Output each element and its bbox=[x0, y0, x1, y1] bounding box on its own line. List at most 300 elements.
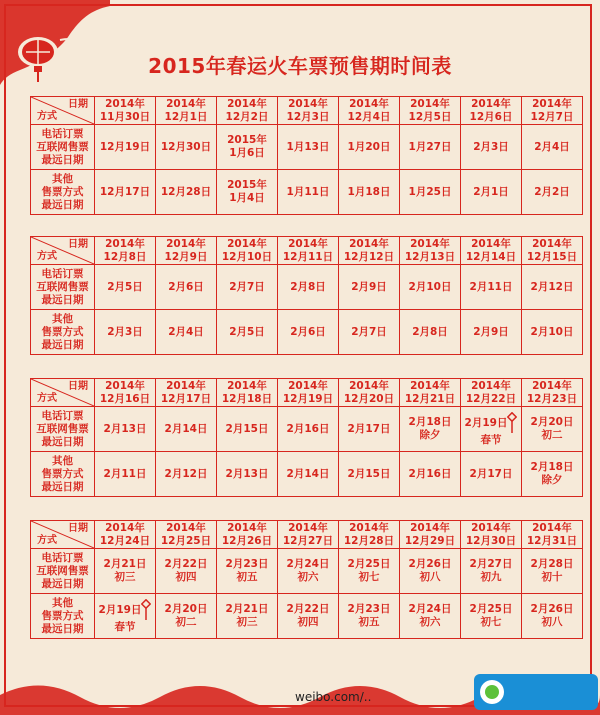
date-line: 12月20日 bbox=[343, 392, 395, 405]
latest-date: 2月22日 bbox=[164, 558, 208, 570]
latest-date: 2月2日 bbox=[534, 185, 570, 198]
page-title: 2015年春运火车票预售期时间表 bbox=[148, 54, 452, 78]
latest-date: 2月24日 bbox=[286, 558, 330, 570]
latest-date-cell bbox=[339, 170, 400, 215]
date-line: 2014年 bbox=[105, 237, 145, 250]
date-line: 12月9日 bbox=[164, 250, 208, 263]
date-line: 2014年 bbox=[471, 521, 511, 534]
date-line: 2014年 bbox=[227, 379, 267, 392]
site-logo bbox=[474, 668, 598, 712]
date-header-cell bbox=[95, 237, 156, 265]
latest-date: 2月13日 bbox=[103, 422, 147, 435]
date-line: 12月17日 bbox=[160, 392, 212, 405]
latest-date-cell bbox=[522, 170, 583, 215]
latest-date: 2月5日 bbox=[107, 280, 143, 293]
date-header-cell bbox=[522, 521, 583, 549]
latest-date-cell bbox=[400, 407, 461, 452]
latest-date-cell bbox=[156, 125, 217, 170]
latest-date: 2月21日 bbox=[103, 558, 147, 570]
latest-date-cell bbox=[461, 310, 522, 355]
date-line: 2014年 bbox=[532, 379, 572, 392]
latest-date: 2月25日 bbox=[347, 558, 391, 570]
date-header-cell bbox=[217, 521, 278, 549]
latest-date: 2015年 bbox=[227, 134, 267, 146]
date-line: 12月25日 bbox=[160, 534, 212, 547]
latest-date-cell bbox=[522, 310, 583, 355]
date-line: 2014年 bbox=[166, 521, 206, 534]
latest-date-cell bbox=[95, 265, 156, 310]
latest-date-cell bbox=[339, 407, 400, 452]
date-line: 2014年 bbox=[471, 97, 511, 110]
latest-date-cell bbox=[400, 170, 461, 215]
latest-date-cell bbox=[522, 265, 583, 310]
date-header-cell bbox=[522, 237, 583, 265]
latest-date: 1月27日 bbox=[408, 140, 452, 153]
corner-header-cell bbox=[31, 521, 95, 549]
latest-date-cell bbox=[217, 594, 278, 639]
date-header-cell bbox=[400, 237, 461, 265]
latest-date-cell bbox=[156, 452, 217, 497]
latest-date: 2月28日 bbox=[530, 558, 574, 570]
lunar-date-label: 初六 bbox=[297, 571, 319, 583]
date-line: 2014年 bbox=[349, 521, 389, 534]
latest-date: 2月25日 bbox=[469, 603, 513, 615]
date-line: 2014年 bbox=[471, 379, 511, 392]
latest-date: 2月4日 bbox=[168, 325, 204, 338]
date-header-cell bbox=[400, 97, 461, 125]
date-header-cell bbox=[278, 521, 339, 549]
date-line: 2014年 bbox=[532, 521, 572, 534]
date-header-cell bbox=[522, 97, 583, 125]
date-header-cell bbox=[278, 97, 339, 125]
date-line: 2014年 bbox=[349, 379, 389, 392]
latest-date: 2月8日 bbox=[412, 325, 448, 338]
corner-label-method: 方式 bbox=[37, 111, 57, 122]
date-header-cell bbox=[400, 379, 461, 407]
corner-label-method: 方式 bbox=[37, 393, 57, 404]
date-header-cell bbox=[461, 97, 522, 125]
row-label-phone bbox=[31, 549, 95, 594]
latest-date-cell bbox=[522, 452, 583, 497]
latest-date: 2015年 bbox=[227, 179, 267, 191]
date-line: 12月22日 bbox=[465, 392, 517, 405]
latest-date: 2月3日 bbox=[107, 325, 143, 338]
date-header-cell bbox=[278, 237, 339, 265]
date-line: 2014年 bbox=[166, 379, 206, 392]
latest-date-cell bbox=[217, 310, 278, 355]
lunar-date-label: 初三 bbox=[114, 571, 136, 583]
date-line: 12月18日 bbox=[221, 392, 273, 405]
corner-label-method: 方式 bbox=[37, 251, 57, 262]
date-line: 2014年 bbox=[105, 97, 145, 110]
row-label-line: 最远日期 bbox=[41, 153, 84, 166]
date-line: 12月13日 bbox=[404, 250, 456, 263]
date-line: 12月6日 bbox=[469, 110, 513, 123]
corner-label-date: 日期 bbox=[68, 99, 88, 110]
latest-date: 2月6日 bbox=[168, 280, 204, 293]
date-line: 2014年 bbox=[471, 237, 511, 250]
latest-date: 2月16日 bbox=[408, 467, 452, 480]
date-line: 2014年 bbox=[410, 97, 450, 110]
latest-date-cell bbox=[339, 310, 400, 355]
corner-label-date: 日期 bbox=[68, 523, 88, 534]
latest-date: 12月19日 bbox=[99, 140, 151, 153]
latest-date-cell bbox=[461, 170, 522, 215]
latest-date: 2月14日 bbox=[286, 467, 330, 480]
lunar-date-label: 初四 bbox=[297, 616, 319, 628]
date-header-cell bbox=[95, 521, 156, 549]
latest-date-cell bbox=[156, 265, 217, 310]
schedule-table-1 bbox=[30, 96, 583, 215]
latest-date-cell bbox=[278, 310, 339, 355]
date-line: 2014年 bbox=[288, 237, 328, 250]
row-label-line: 最远日期 bbox=[41, 622, 84, 635]
date-line: 12月27日 bbox=[282, 534, 334, 547]
date-line: 12月19日 bbox=[282, 392, 334, 405]
latest-date-cell bbox=[461, 549, 522, 594]
latest-date: 2月15日 bbox=[225, 422, 269, 435]
latest-date: 2月7日 bbox=[229, 280, 265, 293]
latest-date-cell bbox=[278, 170, 339, 215]
latest-date: 2月23日 bbox=[347, 603, 391, 615]
latest-date-cell bbox=[217, 549, 278, 594]
spring-festival-date-wrap bbox=[95, 599, 155, 621]
latest-date: 2月6日 bbox=[290, 325, 326, 338]
spring-festival-date-wrap bbox=[461, 412, 521, 434]
corner-header-cell bbox=[31, 237, 95, 265]
latest-date: 1月25日 bbox=[408, 185, 452, 198]
lunar-date-label: 1月6日 bbox=[229, 147, 265, 159]
latest-date: 2月12日 bbox=[530, 280, 574, 293]
latest-date-cell bbox=[400, 265, 461, 310]
corner-header-cell bbox=[31, 379, 95, 407]
row-label-phone bbox=[31, 407, 95, 452]
lunar-date-label: 春节 bbox=[114, 620, 136, 633]
lunar-date-label: 除夕 bbox=[541, 474, 563, 486]
latest-date: 2月7日 bbox=[351, 325, 387, 338]
latest-date-cell bbox=[400, 310, 461, 355]
latest-date-cell bbox=[339, 265, 400, 310]
date-line: 12月10日 bbox=[221, 250, 273, 263]
latest-date: 2月27日 bbox=[469, 558, 513, 570]
date-line: 12月28日 bbox=[343, 534, 395, 547]
row-label-line: 最远日期 bbox=[41, 435, 84, 448]
row-label-line: 互联网售票 bbox=[36, 280, 89, 293]
row-label-line: 互联网售票 bbox=[36, 422, 89, 435]
date-header-cell bbox=[217, 379, 278, 407]
lunar-date-label: 初四 bbox=[175, 571, 197, 583]
chinese-knot-icon bbox=[141, 599, 151, 621]
date-line: 12月21日 bbox=[404, 392, 456, 405]
latest-date: 2月12日 bbox=[164, 467, 208, 480]
latest-date: 2月20日 bbox=[164, 603, 208, 615]
weibo-watermark: weibo.com/.. bbox=[295, 690, 372, 704]
latest-date: 2月17日 bbox=[469, 467, 513, 480]
latest-date: 2月9日 bbox=[351, 280, 387, 293]
latest-date: 12月17日 bbox=[99, 185, 151, 198]
date-line: 2014年 bbox=[410, 379, 450, 392]
date-line: 12月29日 bbox=[404, 534, 456, 547]
date-header-cell bbox=[278, 379, 339, 407]
row-label-line: 售票方式 bbox=[41, 609, 84, 622]
date-line: 2014年 bbox=[166, 97, 206, 110]
latest-date: 2月14日 bbox=[164, 422, 208, 435]
latest-date: 2月22日 bbox=[286, 603, 330, 615]
latest-date: 2月8日 bbox=[290, 280, 326, 293]
lunar-date-label: 初八 bbox=[541, 616, 563, 628]
latest-date-cell bbox=[461, 452, 522, 497]
latest-date: 2月20日 bbox=[530, 416, 574, 428]
row-label-line: 互联网售票 bbox=[36, 140, 89, 153]
date-line: 12月24日 bbox=[99, 534, 151, 547]
latest-date: 12月30日 bbox=[160, 140, 212, 153]
latest-date-cell bbox=[217, 265, 278, 310]
date-line: 2014年 bbox=[532, 97, 572, 110]
latest-date-cell bbox=[95, 170, 156, 215]
latest-date-cell bbox=[217, 452, 278, 497]
date-header-cell bbox=[339, 379, 400, 407]
row-label-other bbox=[31, 594, 95, 639]
date-header-cell bbox=[339, 237, 400, 265]
row-label-line: 其他 bbox=[52, 454, 73, 467]
latest-date-cell bbox=[339, 549, 400, 594]
latest-date: 2月5日 bbox=[229, 325, 265, 338]
latest-date-cell bbox=[217, 170, 278, 215]
date-line: 12月16日 bbox=[99, 392, 151, 405]
date-line: 12月14日 bbox=[465, 250, 517, 263]
date-line: 2014年 bbox=[349, 237, 389, 250]
latest-date: 2月10日 bbox=[530, 325, 574, 338]
row-label-other bbox=[31, 452, 95, 497]
latest-date-cell bbox=[95, 452, 156, 497]
date-line: 2014年 bbox=[166, 237, 206, 250]
date-header-cell bbox=[156, 237, 217, 265]
corner-header-cell bbox=[31, 97, 95, 125]
latest-date: 2月4日 bbox=[534, 140, 570, 153]
lunar-date-label: 初五 bbox=[358, 616, 380, 628]
row-label-other bbox=[31, 170, 95, 215]
lunar-date-label: 初七 bbox=[480, 616, 502, 628]
date-line: 2014年 bbox=[532, 237, 572, 250]
latest-date: 2月21日 bbox=[225, 603, 269, 615]
latest-date-cell bbox=[339, 125, 400, 170]
date-line: 2014年 bbox=[227, 97, 267, 110]
latest-date-cell bbox=[156, 310, 217, 355]
row-label-other bbox=[31, 310, 95, 355]
latest-date-cell bbox=[278, 125, 339, 170]
date-line: 12月31日 bbox=[526, 534, 578, 547]
date-line: 12月2日 bbox=[225, 110, 269, 123]
latest-date-cell bbox=[461, 407, 522, 452]
latest-date-cell bbox=[95, 125, 156, 170]
row-label-line: 最远日期 bbox=[41, 480, 84, 493]
latest-date: 2月10日 bbox=[408, 280, 452, 293]
latest-date: 2月18日 bbox=[530, 461, 574, 473]
corner-label-date: 日期 bbox=[68, 239, 88, 250]
row-label-line: 售票方式 bbox=[41, 467, 84, 480]
latest-date-cell bbox=[95, 407, 156, 452]
lunar-date-label: 初二 bbox=[175, 616, 197, 628]
latest-date-cell bbox=[278, 265, 339, 310]
date-line: 2014年 bbox=[410, 237, 450, 250]
date-line: 11月30日 bbox=[99, 110, 151, 123]
row-label-line: 最远日期 bbox=[41, 293, 84, 306]
row-label-line: 最远日期 bbox=[41, 198, 84, 211]
latest-date: 2月1日 bbox=[473, 185, 509, 198]
latest-date: 1月18日 bbox=[347, 185, 391, 198]
row-label-line: 最远日期 bbox=[41, 338, 84, 351]
latest-date-cell bbox=[400, 125, 461, 170]
date-line: 12月23日 bbox=[526, 392, 578, 405]
date-line: 2014年 bbox=[288, 97, 328, 110]
latest-date: 2月26日 bbox=[530, 603, 574, 615]
date-line: 12月5日 bbox=[408, 110, 452, 123]
latest-date-cell bbox=[339, 594, 400, 639]
date-line: 2014年 bbox=[227, 521, 267, 534]
latest-date-cell bbox=[95, 549, 156, 594]
row-label-line: 售票方式 bbox=[41, 325, 84, 338]
latest-date: 1月11日 bbox=[286, 185, 330, 198]
date-line: 2014年 bbox=[349, 97, 389, 110]
row-label-line: 其他 bbox=[52, 596, 73, 609]
date-line: 12月7日 bbox=[530, 110, 574, 123]
latest-date: 2月16日 bbox=[286, 422, 330, 435]
date-line: 12月1日 bbox=[164, 110, 208, 123]
latest-date: 1月20日 bbox=[347, 140, 391, 153]
row-label-line: 其他 bbox=[52, 172, 73, 185]
schedule-table-2 bbox=[30, 236, 583, 355]
date-header-cell bbox=[522, 379, 583, 407]
latest-date: 2月11日 bbox=[103, 467, 147, 480]
date-header-cell bbox=[461, 379, 522, 407]
latest-date: 2月17日 bbox=[347, 422, 391, 435]
date-header-cell bbox=[461, 521, 522, 549]
latest-date: 2月19日 bbox=[98, 603, 142, 616]
latest-date: 2月15日 bbox=[347, 467, 391, 480]
latest-date-cell bbox=[156, 407, 217, 452]
date-line: 12月15日 bbox=[526, 250, 578, 263]
latest-date: 2月24日 bbox=[408, 603, 452, 615]
latest-date-cell bbox=[278, 452, 339, 497]
latest-date-cell bbox=[400, 594, 461, 639]
corner-label-method: 方式 bbox=[37, 535, 57, 546]
row-label-line: 电话订票 bbox=[41, 127, 84, 140]
schedule-table-4 bbox=[30, 520, 583, 639]
row-label-line: 电话订票 bbox=[41, 409, 84, 422]
lunar-date-label: 初三 bbox=[236, 616, 258, 628]
row-label-line: 售票方式 bbox=[41, 185, 84, 198]
latest-date: 2月13日 bbox=[225, 467, 269, 480]
latest-date-cell bbox=[461, 265, 522, 310]
chinese-knot-icon bbox=[507, 412, 517, 434]
date-header-cell bbox=[217, 97, 278, 125]
latest-date-cell bbox=[522, 594, 583, 639]
latest-date-cell bbox=[522, 407, 583, 452]
latest-date-cell bbox=[217, 125, 278, 170]
latest-date: 2月11日 bbox=[469, 280, 513, 293]
date-line: 2014年 bbox=[105, 521, 145, 534]
latest-date-cell bbox=[461, 125, 522, 170]
lunar-date-label: 初五 bbox=[236, 571, 258, 583]
corner-label-date: 日期 bbox=[68, 381, 88, 392]
latest-date-cell bbox=[400, 549, 461, 594]
date-header-cell bbox=[461, 237, 522, 265]
date-header-cell bbox=[95, 97, 156, 125]
date-line: 12月26日 bbox=[221, 534, 273, 547]
latest-date-cell bbox=[217, 407, 278, 452]
date-line: 2014年 bbox=[410, 521, 450, 534]
date-line: 2014年 bbox=[288, 379, 328, 392]
latest-date: 1月13日 bbox=[286, 140, 330, 153]
latest-date: 2月23日 bbox=[225, 558, 269, 570]
lunar-date-label: 春节 bbox=[480, 433, 502, 446]
lunar-date-label: 初九 bbox=[480, 571, 502, 583]
latest-date-cell bbox=[400, 452, 461, 497]
date-header-cell bbox=[156, 97, 217, 125]
latest-date-cell bbox=[461, 594, 522, 639]
latest-date-cell bbox=[156, 549, 217, 594]
latest-date: 12月28日 bbox=[160, 185, 212, 198]
latest-date: 2月3日 bbox=[473, 140, 509, 153]
date-line: 12月12日 bbox=[343, 250, 395, 263]
latest-date-cell bbox=[95, 594, 156, 639]
row-label-line: 电话订票 bbox=[41, 267, 84, 280]
latest-date: 2月9日 bbox=[473, 325, 509, 338]
latest-date-cell bbox=[278, 594, 339, 639]
latest-date-cell bbox=[522, 125, 583, 170]
date-header-cell bbox=[339, 97, 400, 125]
latest-date: 2月26日 bbox=[408, 558, 452, 570]
latest-date: 2月18日 bbox=[408, 416, 452, 428]
lunar-date-label: 初七 bbox=[358, 571, 380, 583]
date-line: 12月11日 bbox=[282, 250, 334, 263]
date-header-cell bbox=[400, 521, 461, 549]
date-header-cell bbox=[156, 521, 217, 549]
row-label-line: 最远日期 bbox=[41, 577, 84, 590]
row-label-line: 其他 bbox=[52, 312, 73, 325]
date-line: 12月30日 bbox=[465, 534, 517, 547]
date-header-cell bbox=[156, 379, 217, 407]
date-line: 2014年 bbox=[227, 237, 267, 250]
date-header-cell bbox=[95, 379, 156, 407]
date-header-cell bbox=[339, 521, 400, 549]
latest-date-cell bbox=[156, 594, 217, 639]
date-line: 2014年 bbox=[288, 521, 328, 534]
date-line: 12月8日 bbox=[103, 250, 147, 263]
date-line: 12月3日 bbox=[286, 110, 330, 123]
schedule-table-3 bbox=[30, 378, 583, 497]
row-label-phone bbox=[31, 265, 95, 310]
latest-date-cell bbox=[278, 549, 339, 594]
latest-date-cell bbox=[339, 452, 400, 497]
date-line: 2014年 bbox=[105, 379, 145, 392]
lunar-date-label: 初六 bbox=[419, 616, 441, 628]
latest-date-cell bbox=[522, 549, 583, 594]
row-label-phone bbox=[31, 125, 95, 170]
latest-date-cell bbox=[156, 170, 217, 215]
date-line: 12月4日 bbox=[347, 110, 391, 123]
lunar-date-label: 初十 bbox=[541, 571, 563, 583]
row-label-line: 电话订票 bbox=[41, 551, 84, 564]
lunar-date-label: 初八 bbox=[419, 571, 441, 583]
lunar-date-label: 初二 bbox=[541, 429, 563, 441]
lunar-date-label: 1月4日 bbox=[229, 192, 265, 204]
latest-date: 2月19日 bbox=[464, 416, 508, 429]
row-label-line: 互联网售票 bbox=[36, 564, 89, 577]
latest-date-cell bbox=[95, 310, 156, 355]
date-header-cell bbox=[217, 237, 278, 265]
latest-date-cell bbox=[278, 407, 339, 452]
